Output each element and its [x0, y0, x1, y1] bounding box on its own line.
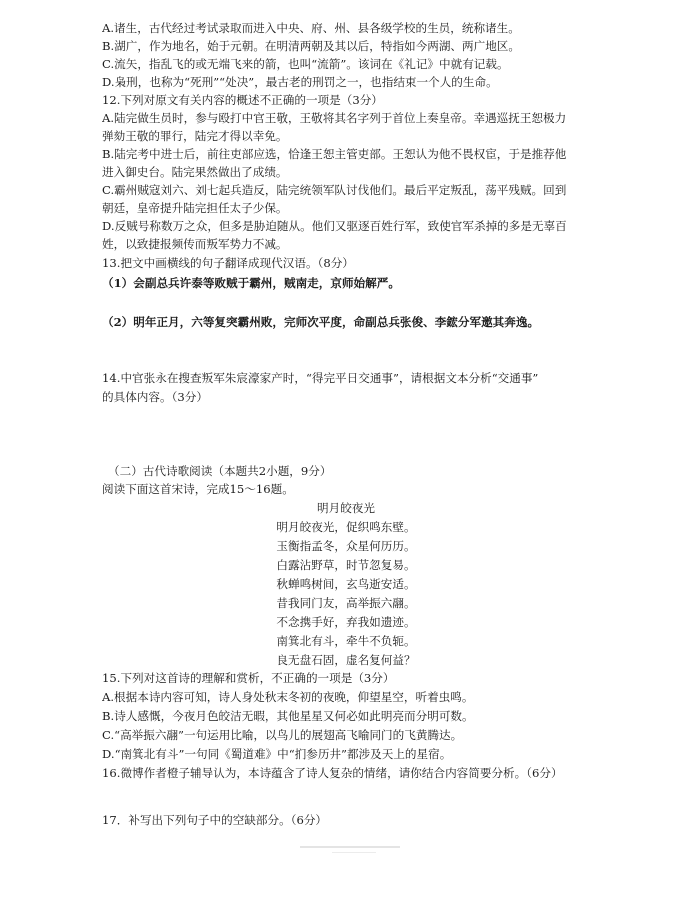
poem-line: 南箕北有斗，牵牛不负轭。 — [276, 634, 416, 648]
q16-stem: 16.微博作者橙子辅导认为，本诗蕴含了诗人复杂的情绪，请你结合内容简要分析。（6分） — [102, 766, 563, 780]
q12-option-a-line2: 弹劾王敬的罪行，陆完才得以幸免。 — [102, 129, 288, 143]
poem-line: 玉衡指孟冬，众星何历历。 — [276, 539, 416, 553]
poem-line: 秋蝉鸣树间，玄鸟逝安适。 — [276, 577, 416, 591]
q15-option-b: B.诗人感慨，今夜月色皎洁无暇，其他星星又何必如此明亮而分明可数。 — [102, 709, 474, 723]
q14-stem-line1: 14.中官张永在搜查叛军朱宸濠家产时，“得完平日交通事”，请根据文本分析“交通事” — [102, 371, 539, 385]
q15-option-c: C.“高举振六翮”一句运用比喻，以鸟儿的展翅高飞喻同门的飞黄腾达。 — [102, 728, 463, 742]
q11-option-c: C.流矢，指乱飞的或无端飞来的箭，也叫“流箭”。该词在《礼记》中就有记载。 — [102, 57, 509, 71]
q14-stem-line2: 的具体内容。（3分） — [102, 390, 208, 404]
q11-option-b: B.湖广，作为地名，始于元朝。在明清两朝及其以后，特指如今两湖、两广地区。 — [102, 39, 520, 53]
q12-option-c-line1: C.霸州贼寇刘六、刘七起兵造反，陆完统领军队讨伐他们。最后平定叛乱，荡平残贼。回到 — [102, 183, 567, 197]
faint-scan-mark — [300, 846, 400, 848]
q13-sentence-1: （1）会副总兵许泰等败贼于霸州，贼南走，京师始解严。 — [102, 276, 400, 290]
q17-stem: 17．补写出下列句子中的空缺部分。（6分） — [102, 813, 328, 827]
q12-option-a-line1: A.陆完做生员时，参与殴打中官王敬，王敬将其名字列于首位上奏皇帝。幸遇巡抚王恕极力 — [102, 111, 567, 125]
poem-line: 不念携手好，弃我如遗迹。 — [276, 615, 416, 629]
poetry-instruction: 阅读下面这首宋诗，完成15～16题。 — [102, 482, 294, 496]
q12-stem: 12.下列对原文有关内容的概述不正确的一项是（3分） — [102, 93, 383, 107]
q13-stem: 13.把文中画横线的句子翻译成现代汉语。（8分） — [102, 256, 354, 270]
q13-sentence-2: （2）明年正月，六等复突霸州败，完师次平度，命副总兵张俊、李鋐分军邀其奔逸。 — [102, 315, 540, 329]
q12-option-c-line2: 朝廷，皇帝提升陆完担任太子少保。 — [102, 201, 288, 215]
faint-scan-mark — [332, 852, 376, 853]
q15-option-a: A.根据本诗内容可知，诗人身处秋末冬初的夜晚，仰望星空，听着虫鸣。 — [102, 690, 474, 704]
q12-option-d-line2: 姓，以致捷报频传而叛军势力不减。 — [102, 237, 288, 251]
q11-option-d: D.枭刑，也称为“死刑”“处决”，最古老的刑罚之一，也指结束一个人的生命。 — [102, 75, 498, 89]
poem-title: 明月皎夜光 — [317, 501, 375, 515]
poem-line: 白露沾野草，时节忽复易。 — [276, 558, 416, 572]
q12-option-d-line1: D.反贼号称数万之众，但多是胁迫随从。他们又驱逐百姓行军，致使官军杀掉的多是无辜百 — [102, 219, 567, 233]
q11-option-a: A.诸生，古代经过考试录取而进入中央、府、州、县各级学校的生员，统称诸生。 — [102, 21, 520, 35]
q12-option-b-line1: B.陆完考中进士后，前往吏部应选，恰逢王恕主管吏部。王恕认为他不畏权宦，于是推荐他 — [102, 147, 567, 161]
q15-stem: 15.下列对这首诗的理解和赏析，不正确的一项是（3分） — [102, 671, 395, 685]
q12-option-b-line2: 进入御史台。陆完果然做出了成绩。 — [102, 165, 288, 179]
section-heading-poetry: （二）古代诗歌阅读（本题共2小题，9分） — [108, 464, 332, 478]
q15-option-d: D.“南箕北有斗”一句同《蜀道难》中“扪参历井”都涉及天上的星宿。 — [102, 747, 452, 761]
poem-line: 明月皎夜光，促织鸣东壁。 — [276, 520, 416, 534]
poem-line: 良无盘石固，虚名复何益？ — [276, 653, 416, 667]
poem-line: 昔我同门友，高举振六翮。 — [276, 596, 416, 610]
